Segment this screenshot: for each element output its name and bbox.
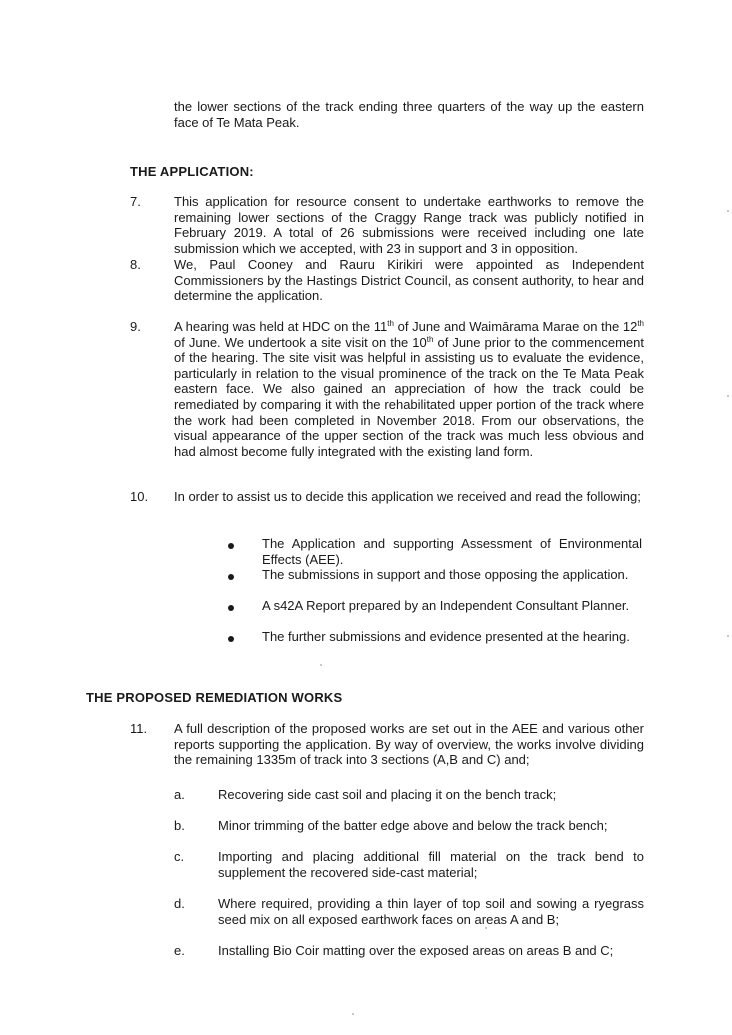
paragraph-9-part-4: of June prior to the commencement of the hearing. The site visit was helpful in assisting us to evaluate the evidence, particularly in relation to the visual prominence of the track on the Te Mata Peak eastern face. We also gained an appreciation of how the track could be remediated by comparing it with the rehabilitated upper portion of the track where the work had been completed in November 2018. From our observations, the visual appearance of the upper section of the track was much less obvious and had almost become fully integrated with the existing land form. bbox=[174, 334, 644, 459]
scan-speck bbox=[352, 1013, 354, 1015]
paragraph-number-10: 10. bbox=[130, 489, 149, 504]
section-heading-application: THE APPLICATION: bbox=[130, 164, 254, 179]
bullet-item-1: The Application and supporting Assessment of Environmental Effects (AEE). bbox=[262, 536, 642, 567]
paragraph-9-part-1: A hearing was held at HDC on the 11 bbox=[174, 319, 388, 334]
sub-item-letter-e: e. bbox=[174, 943, 185, 958]
section-heading-remediation: THE PROPOSED REMEDIATION WORKS bbox=[86, 690, 343, 705]
bullet-item-2: The submissions in support and those opposing the application. bbox=[262, 567, 629, 582]
paragraph-9-sup-2: th bbox=[637, 319, 644, 328]
bullet-item-3: A s42A Report prepared by an Independent Consultant Planner. bbox=[262, 598, 630, 613]
paragraph-10: In order to assist us to decide this application we received and read the following; bbox=[174, 489, 641, 504]
paragraph-8: We, Paul Cooney and Rauru Kirikiri were appointed as Independent Commissioners by the Hastings District Council, as consent authority, to hear and determine the application. bbox=[174, 257, 644, 303]
intro-paragraph: the lower sections of the track ending three quarters of the way up the eastern face of Te Mata Peak. bbox=[174, 99, 644, 130]
scan-speck bbox=[727, 395, 729, 397]
bullet-icon bbox=[228, 636, 234, 642]
paragraph-number-7: 7. bbox=[130, 194, 141, 209]
paragraph-9-sup-1: th bbox=[387, 319, 394, 328]
scan-speck bbox=[727, 210, 729, 212]
paragraph-number-11: 11. bbox=[130, 721, 148, 736]
sub-item-c: Importing and placing additional fill material on the track bend to supplement the recovered side-cast material; bbox=[218, 849, 644, 880]
paragraph-11: A full description of the proposed works are set out in the AEE and various other reports supporting the application. By way of overview, the works involve dividing the remaining 1335m of track into 3 sections (A,B and C) and; bbox=[174, 721, 644, 767]
sub-item-b: Minor trimming of the batter edge above and below the track bench; bbox=[218, 818, 608, 833]
sub-item-letter-d: d. bbox=[174, 896, 185, 911]
sub-item-d: Where required, providing a thin layer of top soil and sowing a ryegrass seed mix on all exposed earthwork faces on areas A and B; bbox=[218, 896, 644, 927]
sub-item-letter-c: c. bbox=[174, 849, 185, 864]
sub-item-letter-b: b. bbox=[174, 818, 185, 833]
sub-item-a: Recovering side cast soil and placing it on the bench track; bbox=[218, 787, 557, 802]
paragraph-9-sup-3: th bbox=[426, 334, 434, 344]
sub-item-letter-a: a. bbox=[174, 787, 185, 802]
paragraph-9-part-2: of June and Waimārama Marae on the 12 bbox=[393, 319, 638, 334]
paragraph-number-8: 8. bbox=[130, 257, 141, 272]
scan-speck bbox=[727, 635, 729, 637]
scan-speck bbox=[320, 664, 322, 666]
sub-item-e: Installing Bio Coir matting over the exposed areas on areas B and C; bbox=[218, 943, 614, 958]
bullet-icon bbox=[228, 605, 234, 611]
bullet-item-4: The further submissions and evidence presented at the hearing. bbox=[262, 629, 630, 644]
scan-speck bbox=[485, 927, 487, 929]
paragraph-9-part-3: of June. We undertook a site visit on the 10 bbox=[174, 334, 427, 350]
paragraph-9 bbox=[174, 319, 644, 459]
paragraph-7: This application for resource consent to undertake earthworks to remove the remaining lower sections of the Craggy Range track was publicly notified in February 2019. A total of 26 submissions were received including one late submission which we accepted, with 23 in support and 3 in opposition. bbox=[174, 194, 644, 256]
bullet-icon bbox=[228, 543, 234, 549]
paragraph-number-9: 9. bbox=[130, 319, 141, 334]
bullet-icon bbox=[228, 574, 234, 580]
